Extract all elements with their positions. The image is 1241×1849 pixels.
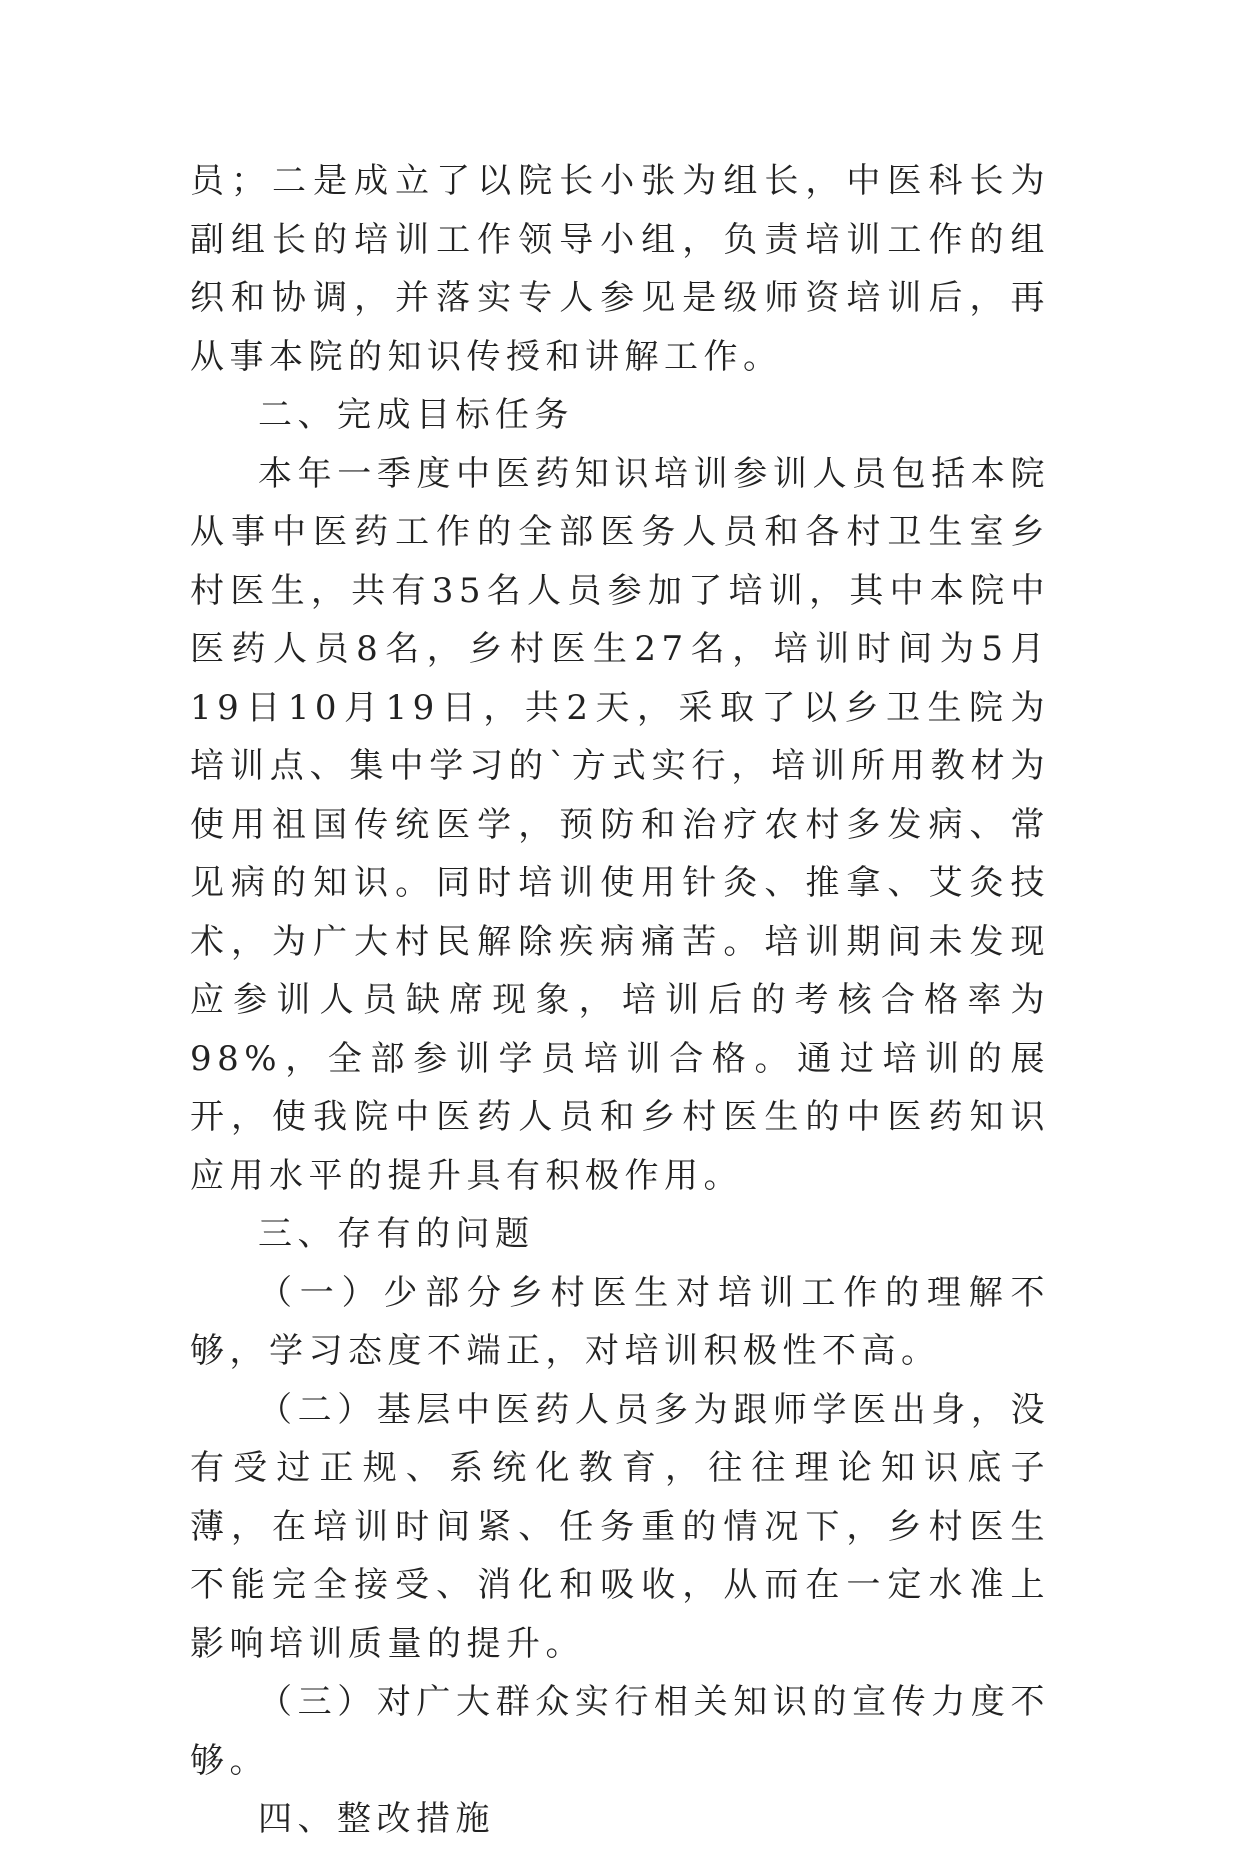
paragraph-continuation: 员；二是成立了以院长小张为组长，中医科长为副组长的培训工作领导小组，负责培训工作的组织和协调，并落实专人参见是级师资培训后，再从事本院的知识传授和讲解工作。 <box>190 161 1050 377</box>
section-heading-measures: 四、整改措施 <box>258 1799 495 1839</box>
section-heading-problems: 三、存有的问题 <box>258 1214 535 1254</box>
paragraph-problem-3: （三）对广大群众实行相关知识的宣传力度不够。 <box>190 1682 1050 1781</box>
document-body <box>190 152 1050 1849</box>
paragraph-goals: 本年一季度中医药知识培训参训人员包括本院从事中医药工作的全部医务人员和各村卫生室乡村医生，共有35名人员参加了培训，其中本院中医药人员8名，乡村医生27名，培训时间为5月19日10月19日，共2天，采取了以乡卫生院为培训点、集中学习的`方式实行，培训所用教材为使用祖国传统医学，预防和治疗农村多发病、常见病的知识。同时培训使用针灸、推拿、艾灸技术，为广大村民解除疾病痛苦。培训期间未发现应参训人员缺席现象，培训后的考核合格率为98%，全部参训学员培训合格。通过培训的展开，使我院中医药人员和乡村医生的中医药知识应用水平的提升具有积极作用。 <box>190 453 1050 1196</box>
paragraph-problem-2: （二）基层中医药人员多为跟师学医出身，没有受过正规、系统化教育，往往理论知识底子薄，在培训时间紧、任务重的情况下，乡村医生不能完全接受、消化和吸收，从而在一定水准上影响培训质量的提升。 <box>190 1389 1050 1664</box>
section-heading-goals: 二、完成目标任务 <box>258 395 574 435</box>
paragraph-problem-1: （一）少部分乡村医生对培训工作的理解不够，学习态度不端正，对培训积极性不高。 <box>190 1272 1050 1371</box>
